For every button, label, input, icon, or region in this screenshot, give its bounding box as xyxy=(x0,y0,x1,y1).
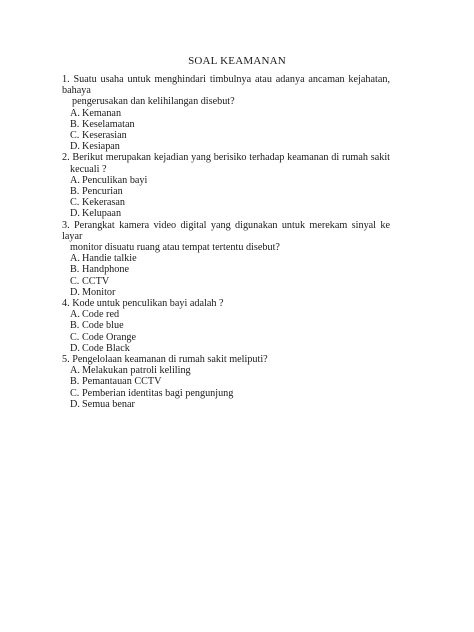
option-item xyxy=(70,186,390,197)
option-item xyxy=(70,197,390,208)
option-item xyxy=(70,119,390,130)
option-item xyxy=(70,276,390,287)
option-text: Kelupaan xyxy=(82,208,122,220)
option-text: Penculikan bayi xyxy=(82,174,148,186)
question-2-continuation: kecuali ? xyxy=(70,163,107,175)
option-item xyxy=(70,130,390,141)
question-2-text: 2. Berikut merupakan kejadian yang berisiko terhadap keamanan di rumah sakit xyxy=(62,152,390,164)
option-letter: D. xyxy=(70,342,80,354)
option-item xyxy=(70,332,390,343)
question-1-options xyxy=(62,108,390,153)
question-3-options xyxy=(62,253,390,298)
option-letter: D. xyxy=(70,141,80,153)
question-3-text: 3. Perangkat kamera video digital yang digunakan untuk merekam sinyal ke layar xyxy=(62,219,390,242)
question-5 xyxy=(62,354,390,410)
option-text: Code red xyxy=(82,309,120,321)
option-letter: B. xyxy=(70,320,80,332)
option-text: Keselamatan xyxy=(82,118,135,130)
question-3 xyxy=(62,220,390,298)
option-item xyxy=(70,253,390,264)
question-5-text: 5. Pengelolaan keamanan di rumah sakit meliputi? xyxy=(62,354,268,366)
option-item xyxy=(70,309,390,320)
option-text: Kesiapan xyxy=(82,141,120,153)
option-letter: A. xyxy=(70,174,80,186)
option-letter: B. xyxy=(70,264,80,276)
option-item xyxy=(70,320,390,331)
question-4-line-1 xyxy=(62,298,390,309)
question-list xyxy=(62,74,390,410)
question-1 xyxy=(62,74,390,152)
option-text: Pencurian xyxy=(82,186,123,198)
option-text: Semua benar xyxy=(82,398,135,410)
option-item xyxy=(70,175,390,186)
option-item xyxy=(70,108,390,119)
option-item xyxy=(70,343,390,354)
option-text: Pemantauan CCTV xyxy=(82,376,162,388)
option-text: Pemberian identitas bagi pengunjung xyxy=(82,387,234,399)
option-letter: D. xyxy=(70,286,80,298)
option-item xyxy=(70,287,390,298)
question-3-line-1 xyxy=(62,220,390,242)
option-letter: B. xyxy=(70,376,80,388)
option-letter: A. xyxy=(70,365,80,377)
option-text: Keserasian xyxy=(82,130,127,142)
option-letter: D. xyxy=(70,208,80,220)
option-letter: B. xyxy=(70,118,80,130)
question-4-text: 4. Kode untuk penculikan bayi adalah ? xyxy=(62,298,224,310)
option-text: Monitor xyxy=(82,286,116,298)
question-1-continuation: pengerusakan dan kelihilangan disebut? xyxy=(72,96,235,108)
option-text: Code blue xyxy=(82,320,124,332)
option-item xyxy=(70,208,390,219)
question-3-continuation: monitor disuatu ruang atau tempat tertentu disebut? xyxy=(70,242,280,254)
option-letter: C. xyxy=(70,275,80,287)
option-text: Handie talkie xyxy=(82,253,137,265)
option-letter: C. xyxy=(70,331,80,343)
option-letter: B. xyxy=(70,186,80,198)
question-5-options xyxy=(62,365,390,410)
option-letter: A. xyxy=(70,253,80,265)
option-letter: A. xyxy=(70,107,80,119)
question-1-line-1 xyxy=(62,74,390,96)
option-text: Handphone xyxy=(82,264,129,276)
option-item xyxy=(70,365,390,376)
question-4 xyxy=(62,298,390,354)
question-1-text: 1. Suatu usaha untuk menghindari timbulnya atau adanya ancaman kejahatan, bahaya xyxy=(62,74,390,97)
option-item xyxy=(70,399,390,410)
question-2-line-1 xyxy=(62,152,390,163)
question-4-options xyxy=(62,309,390,354)
page-title: SOAL KEAMANAN xyxy=(188,55,286,67)
option-item xyxy=(70,264,390,275)
option-text: CCTV xyxy=(82,275,110,287)
question-2 xyxy=(62,152,390,219)
option-letter: C. xyxy=(70,197,80,209)
question-2-options xyxy=(62,175,390,220)
option-letter: A. xyxy=(70,309,80,321)
option-item xyxy=(70,141,390,152)
option-text: Code Orange xyxy=(82,331,137,343)
option-text: Code Black xyxy=(82,342,130,354)
option-letter: D. xyxy=(70,398,80,410)
option-item xyxy=(70,388,390,399)
option-text: Melakukan patroli keliling xyxy=(82,365,191,377)
question-5-line-1 xyxy=(62,354,390,365)
option-letter: C. xyxy=(70,387,80,399)
option-item xyxy=(70,376,390,387)
option-text: Kekerasan xyxy=(82,197,125,209)
option-text: Kemanan xyxy=(82,107,122,119)
option-letter: C. xyxy=(70,130,80,142)
